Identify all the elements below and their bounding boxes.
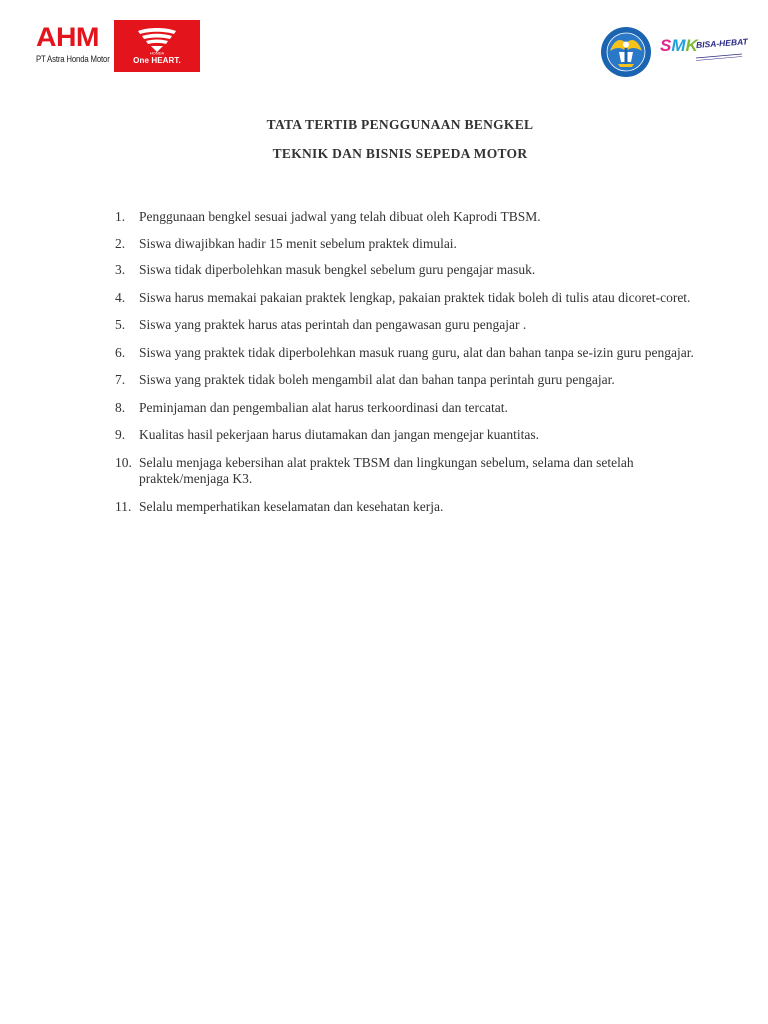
rule-item: [115, 372, 715, 389]
svg-text:HONDA: HONDA: [149, 50, 165, 55]
rule-text: Selalu menjaga kebersihan alat praktek TBSM dan lingkungan sebelum, selama dan setelah praktek/menjaga K3.: [139, 454, 634, 486]
rule-item: [115, 427, 715, 444]
ahm-company-name: PT Astra Honda Motor: [36, 54, 110, 65]
rule-text: Peminjaman dan pengembalian alat harus terkoordinasi dan tercatat.: [139, 399, 508, 415]
rule-text: Siswa yang praktek harus atas perintah dan pengawasan guru pengajar .: [139, 317, 527, 332]
rule-text: Siswa tidak diperbolehkan masuk bengkel sebelum guru pengajar masuk.: [139, 262, 536, 277]
rule-text: Siswa yang praktek tidak diperbolehkan masuk ruang guru, alat dan bahan tanpa se-izin guru pengajar.: [139, 344, 694, 360]
document-title: TATA TERTIB PENGGUNAAN BENGKEL: [266, 117, 534, 132]
rule-number: 3.: [115, 262, 126, 277]
rule-item: [115, 345, 715, 362]
rule-item: [115, 236, 715, 253]
rule-number: 8.: [115, 399, 126, 415]
rule-text: Penggunaan bengkel sesuai jadwal yang telah dibuat oleh Kaprodi TBSM.: [139, 209, 541, 224]
rule-text: Kualitas hasil pekerjaan harus diutamakan dan jangan mengejar kuantitas.: [139, 427, 539, 442]
rule-item: [115, 400, 715, 417]
rule-item: [115, 209, 715, 226]
rule-number: 1.: [115, 209, 126, 224]
honda-logo-box: [114, 20, 200, 72]
document-subtitle: TEKNIK DAN BISNIS SEPEDA MOTOR: [272, 146, 528, 161]
smk-letter-k: K: [685, 36, 698, 55]
rule-text: Siswa yang praktek tidak boleh mengambil alat dan bahan tanpa perintah guru pengajar.: [139, 372, 615, 387]
rule-item: [115, 290, 715, 307]
rule-number: 6.: [115, 344, 126, 360]
rule-item: [115, 262, 715, 279]
rule-number: 2.: [115, 235, 126, 251]
tut-wuri-handayani-emblem-icon: [600, 26, 652, 78]
ahm-honda-logo: [36, 20, 202, 72]
rule-number: 5.: [115, 317, 126, 332]
rule-text: Selalu memperhatikan keselamatan dan kesehatan kerja.: [139, 498, 444, 514]
smk-bisa-hebat-logo: [660, 36, 749, 70]
smk-letter-m: M: [671, 36, 686, 55]
rule-item: [115, 317, 715, 334]
ahm-logo-text: [36, 20, 112, 72]
rules-list: [115, 209, 715, 515]
smk-slogan: BISA-HEBAT: [695, 36, 749, 50]
rule-number: 9.: [115, 427, 126, 442]
rule-item: [115, 499, 715, 516]
smk-slogan-lines-icon: [672, 53, 742, 63]
rule-number: 7.: [115, 372, 126, 387]
rule-number: 10.: [115, 454, 132, 470]
honda-wing-icon: [134, 25, 180, 55]
ahm-wordmark: AHM: [36, 22, 99, 52]
honda-tagline: One HEART.: [133, 56, 181, 65]
rule-item: [115, 455, 715, 488]
rule-number: 4.: [115, 289, 126, 305]
rule-number: 11.: [115, 498, 132, 514]
rule-text: Siswa diwajibkan hadir 15 menit sebelum praktek dimulai.: [139, 235, 457, 251]
smk-letter-s: S: [660, 36, 672, 55]
rule-text: Siswa harus memakai pakaian praktek lengkap, pakaian praktek tidak boleh di tulis atau dicoret-coret.: [139, 289, 691, 305]
